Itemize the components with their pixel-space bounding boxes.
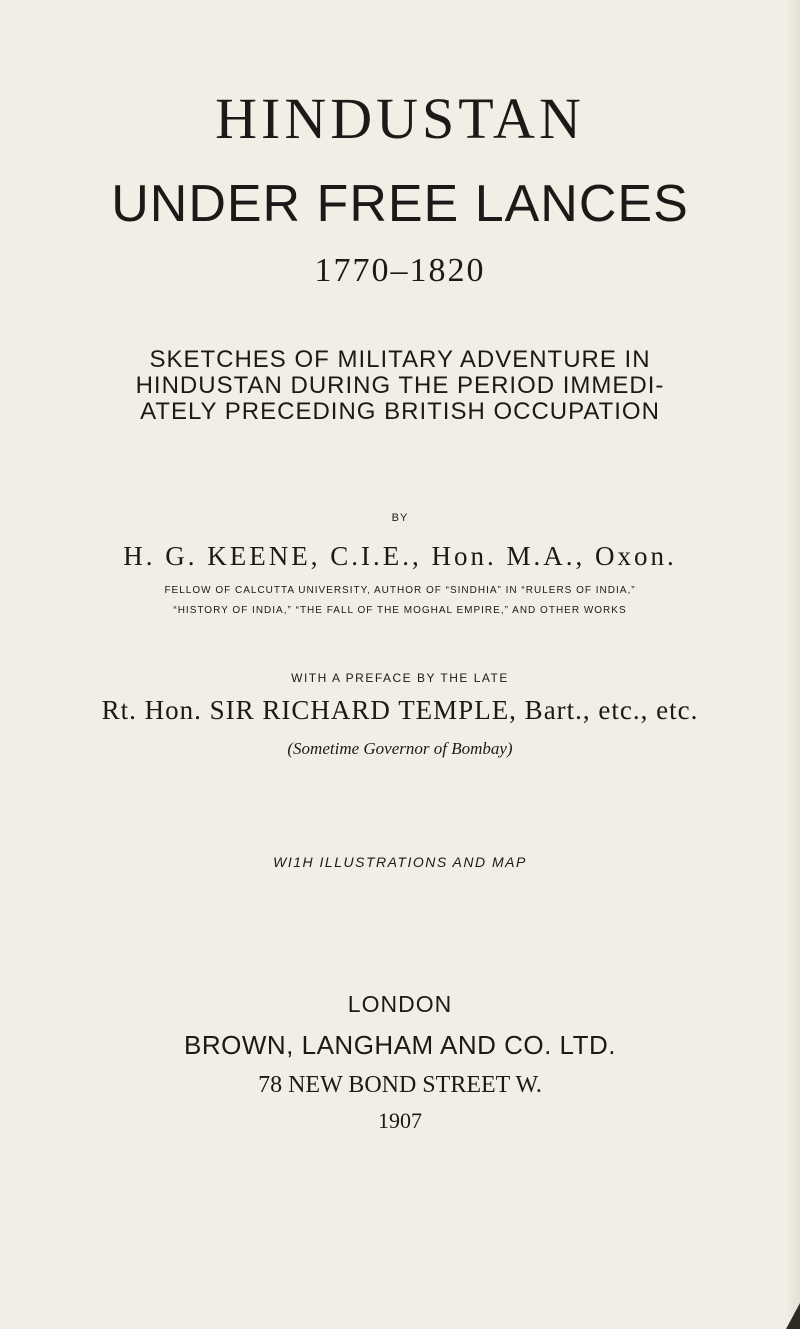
subtitle-line-2: HINDUSTAN DURING THE PERIOD IMMEDI- [135, 372, 665, 399]
book-title-line-2: UNDER FREE LANCES [111, 175, 689, 233]
imprint-year: 1907 [378, 1108, 422, 1133]
illustrations-note: WI1H ILLUSTRATIONS AND MAP [273, 854, 527, 870]
imprint-address: 78 NEW BOND STREET W. [258, 1072, 542, 1098]
book-title-line-1: HINDUSTAN [215, 86, 585, 151]
page-edge-shadow [786, 0, 800, 1329]
page-corner-mark [786, 1303, 800, 1329]
subtitle-line-1: SKETCHES OF MILITARY ADVENTURE IN [149, 346, 651, 373]
preface-author: Rt. Hon. SIR RICHARD TEMPLE, Bart., etc., etc. [101, 695, 699, 725]
subtitle-line-3: ATELY PRECEDING BRITISH OCCUPATION [140, 398, 660, 425]
author-credentials-line-2: “HISTORY OF INDIA,” “THE FALL OF THE MOGHAL EMPIRE,” AND OTHER WORKS [173, 605, 627, 616]
by-label: BY [391, 512, 409, 524]
imprint-publisher: BROWN, LANGHAM AND CO. LTD. [184, 1030, 616, 1060]
preface-author-note: (Sometime Governor of Bombay) [287, 739, 513, 758]
author-name: H. G. KEENE, C.I.E., Hon. M.A., Oxon. [123, 541, 677, 571]
book-dates: 1770–1820 [314, 252, 486, 289]
imprint-city: LONDON [347, 991, 453, 1017]
author-credentials-line-1: FELLOW OF CALCUTTA UNIVERSITY, AUTHOR OF “SINDHIA” IN “RULERS OF INDIA,” [164, 585, 636, 596]
preface-intro: WITH A PREFACE BY THE LATE [291, 671, 509, 685]
